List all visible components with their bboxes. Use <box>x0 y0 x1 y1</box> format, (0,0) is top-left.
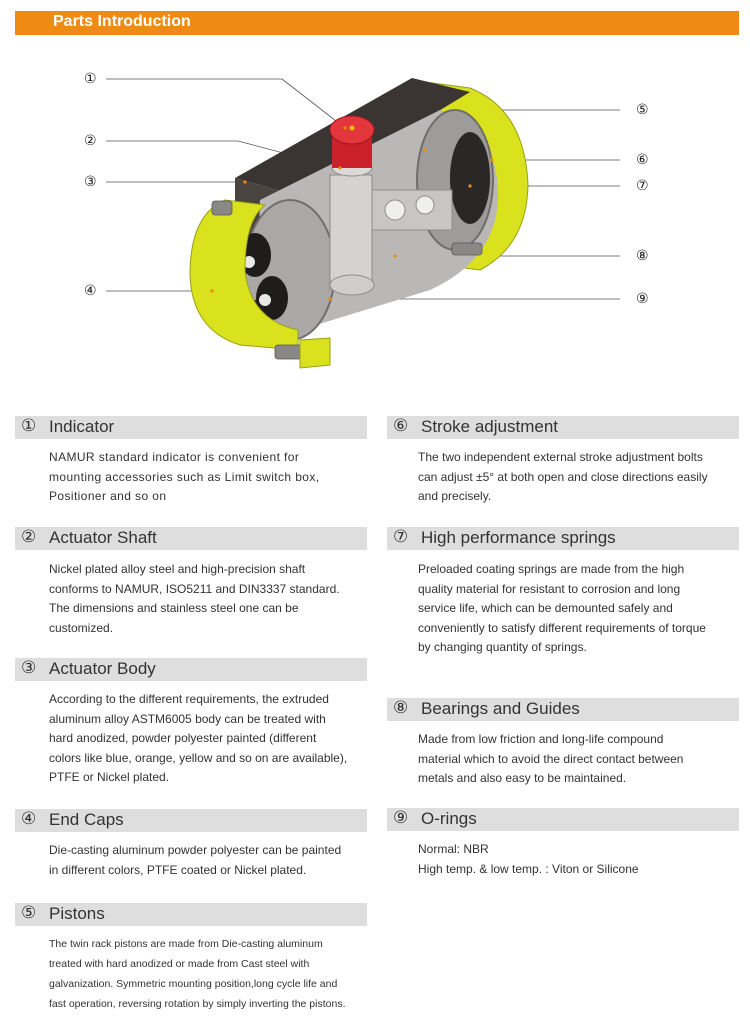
section-number: ⑧ <box>393 698 409 717</box>
section-actuator-body-body <box>49 690 364 788</box>
section-number: ① <box>21 416 37 435</box>
body-line: colors like blue, orange, yellow and so on are available), <box>49 750 348 765</box>
body-line: Made from low friction and long-life compound <box>418 732 664 746</box>
section-bearings-header <box>387 698 739 721</box>
banner-title: Parts Introduction <box>53 13 191 30</box>
section-title: End Caps <box>49 810 124 829</box>
callout-2: ② <box>84 132 97 148</box>
body-line: High temp. & low temp. : Viton or Silicone <box>418 861 639 876</box>
section-indicator-header <box>15 416 367 439</box>
body-line: by changing quantity of springs. <box>418 640 587 654</box>
body-line: Nickel plated alloy steel and high-precision shaft <box>49 562 306 576</box>
section-title: Pistons <box>49 904 105 923</box>
section-number: ④ <box>21 809 37 828</box>
section-number: ② <box>21 527 37 546</box>
section-bearings-body <box>418 730 738 789</box>
body-line: can adjust ±5° at both open and close directions easily <box>418 469 708 484</box>
body-line: galvanization. Symmetric mounting position,long cycle life and <box>49 978 338 990</box>
body-line: quality material for resistant to corrosion and long <box>418 581 681 596</box>
section-number: ⑨ <box>393 808 409 827</box>
body-line: NAMUR standard indicator is convenient for <box>49 450 300 464</box>
body-line: Preloaded coating springs are made from the high <box>418 562 685 576</box>
body-line: Normal: NBR <box>418 842 489 856</box>
body-line: mounting accessories such as Limit switch box, <box>49 469 320 484</box>
section-pistons-header <box>15 903 367 926</box>
body-line: treated with hard anodized or made from Cast steel with <box>49 958 310 970</box>
section-stroke-adjustment-body <box>418 448 738 507</box>
section-indicator-body <box>49 448 364 507</box>
section-actuator-shaft-body <box>49 560 364 638</box>
body-line: metals and also easy to be maintained. <box>418 771 627 785</box>
section-actuator-body-header <box>15 658 367 681</box>
callout-6: ⑥ <box>636 151 649 167</box>
callout-1: ① <box>84 70 97 86</box>
body-line: customized. <box>49 620 114 635</box>
section-title: Indicator <box>49 417 115 436</box>
body-line: in different colors, PTFE coated or Nickel plated. <box>49 862 307 877</box>
body-line: According to the different requirements, the extruded <box>49 692 329 706</box>
parts-introduction-banner <box>15 11 739 35</box>
actuator-cutaway-illustration <box>0 50 750 380</box>
body-line: conforms to NAMUR, ISO5211 and DIN3337 standard. <box>49 581 340 596</box>
callout-4: ④ <box>84 282 97 298</box>
body-line: aluminum alloy ASTM6005 body can be treated with <box>49 711 326 726</box>
callout-5: ⑤ <box>636 101 649 117</box>
section-pistons-body <box>49 934 369 1014</box>
section-springs-header <box>387 527 739 550</box>
section-title: Actuator Body <box>49 659 156 678</box>
body-line: service life, which can be demounted safely and <box>418 601 673 615</box>
section-title: O-rings <box>421 809 477 828</box>
section-end-caps-body <box>49 841 364 880</box>
section-springs-body <box>418 560 738 658</box>
callout-7: ⑦ <box>636 177 649 193</box>
section-title: High performance springs <box>421 528 616 547</box>
section-title: Actuator Shaft <box>49 528 157 547</box>
section-number: ⑥ <box>393 416 409 435</box>
section-number: ⑦ <box>393 527 409 546</box>
callout-3: ③ <box>84 173 97 189</box>
body-line: Positioner and so on <box>49 489 167 503</box>
section-o-rings-body <box>418 840 738 879</box>
body-line: and precisely. <box>418 489 492 503</box>
body-line: The dimensions and stainless steel one can be <box>49 601 299 615</box>
body-line: material which to avoid the direct contact between <box>418 751 684 766</box>
section-number: ⑤ <box>21 903 37 922</box>
section-stroke-adjustment-header <box>387 416 739 439</box>
callout-8: ⑧ <box>636 247 649 263</box>
body-line: Die-casting aluminum powder polyester can be painted <box>49 843 342 857</box>
section-title: Bearings and Guides <box>421 699 580 718</box>
body-line: conveniently to satisfy different requirements of torque <box>418 620 706 635</box>
body-line: hard anodized, powder polyester painted (different <box>49 731 317 745</box>
body-line: The two independent external stroke adjustment bolts <box>418 450 703 464</box>
section-end-caps-header <box>15 809 367 832</box>
body-line: PTFE or Nickel plated. <box>49 770 170 784</box>
callout-9: ⑨ <box>636 290 649 306</box>
section-number: ③ <box>21 658 37 677</box>
section-o-rings-header <box>387 808 739 831</box>
section-title: Stroke adjustment <box>421 417 559 436</box>
section-actuator-shaft-header <box>15 527 367 550</box>
body-line: fast operation, reversing rotation by simply inverting the pistons. <box>49 998 346 1010</box>
body-line: The twin rack pistons are made from Die-casting aluminum <box>49 938 323 950</box>
